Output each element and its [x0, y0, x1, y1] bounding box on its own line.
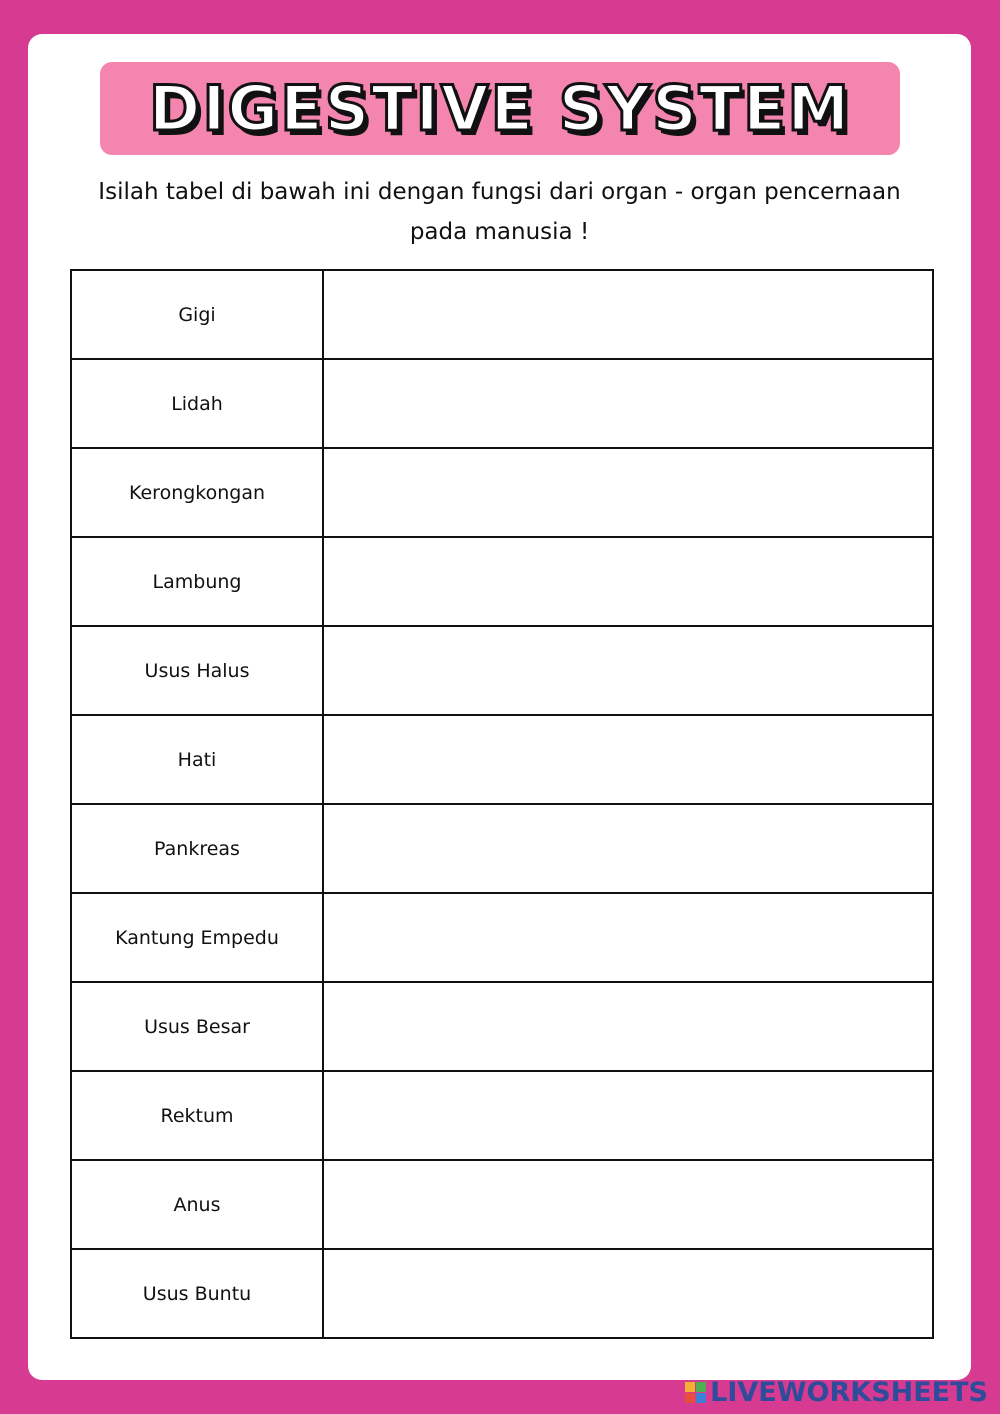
answer-input-cell[interactable] — [323, 1249, 933, 1338]
organ-name-cell: Usus Buntu — [71, 1249, 323, 1338]
organ-name-cell: Anus — [71, 1160, 323, 1249]
logo-square-4 — [696, 1393, 706, 1403]
table-row — [71, 448, 933, 537]
organ-name-cell: Pankreas — [71, 804, 323, 893]
answer-input-cell[interactable] — [323, 1160, 933, 1249]
logo-square-3 — [685, 1393, 695, 1403]
table-row — [71, 626, 933, 715]
table-row — [71, 537, 933, 626]
answer-input-cell[interactable] — [323, 715, 933, 804]
organ-name-cell: Usus Halus — [71, 626, 323, 715]
organ-name-cell: Kantung Empedu — [71, 893, 323, 982]
organ-name-cell: Hati — [71, 715, 323, 804]
answer-input-cell[interactable] — [323, 448, 933, 537]
organ-function-table — [70, 269, 934, 1339]
table-row — [71, 359, 933, 448]
table-row — [71, 1160, 933, 1249]
organ-name-cell: Rektum — [71, 1071, 323, 1160]
organ-name-cell: Kerongkongan — [71, 448, 323, 537]
logo-square-2 — [696, 1382, 706, 1392]
answer-input-cell[interactable] — [323, 270, 933, 359]
organ-name-cell: Lidah — [71, 359, 323, 448]
answer-input-cell[interactable] — [323, 893, 933, 982]
answer-input-cell[interactable] — [323, 1071, 933, 1160]
page-title: DIGESTIVE SYSTEM — [148, 72, 852, 145]
worksheet-page — [28, 34, 971, 1380]
organ-name-cell: Lambung — [71, 537, 323, 626]
table-row — [71, 715, 933, 804]
table-row — [71, 1249, 933, 1338]
organ-name-cell: Usus Besar — [71, 982, 323, 1071]
answer-input-cell[interactable] — [323, 537, 933, 626]
table-row — [71, 982, 933, 1071]
table-row — [71, 893, 933, 982]
table-row — [71, 1071, 933, 1160]
title-banner — [100, 62, 900, 155]
logo-square-1 — [685, 1382, 695, 1392]
table-row — [71, 270, 933, 359]
answer-input-cell[interactable] — [323, 359, 933, 448]
instruction-text: Isilah tabel di bawah ini dengan fungsi dari organ - organ pencernaan pada manusia ! — [98, 179, 901, 245]
organ-name-cell: Gigi — [71, 270, 323, 359]
answer-input-cell[interactable] — [323, 804, 933, 893]
liveworksheets-watermark — [685, 1377, 988, 1408]
answer-input-cell[interactable] — [323, 982, 933, 1071]
liveworksheets-logo-icon — [685, 1382, 706, 1403]
watermark-text: LIVEWORKSHEETS — [710, 1377, 988, 1408]
table-row — [71, 804, 933, 893]
answer-input-cell[interactable] — [323, 626, 933, 715]
